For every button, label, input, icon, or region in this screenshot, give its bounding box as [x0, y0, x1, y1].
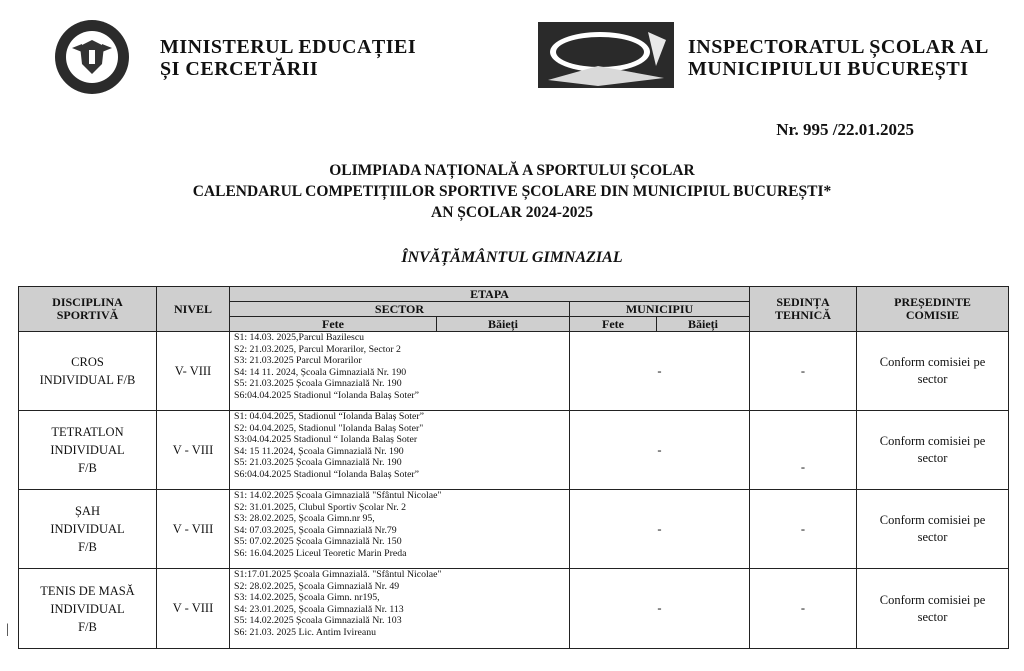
letterhead — [0, 0, 1024, 110]
inspectorate-name: INSPECTORATUL ȘCOLAR AL MUNICIPIULUI BUCUREȘTI — [688, 36, 989, 80]
commission-cell: Conform comisiei pe sector — [857, 332, 1009, 411]
level-cell: V - VIII — [157, 411, 230, 490]
header-sector: SECTOR — [230, 302, 570, 317]
document-number: Nr. 995 /22.01.2025 — [776, 120, 914, 139]
table-row — [19, 332, 1009, 411]
sector-schedule-cell: S1:17.01.2025 Școala Gimnazială. "Sfântul Nicolae" S2: 28.02.2025, Școala Gimnazială Nr. 49 S3: 14.02.2025, Școala Gimn. nr195, S4: 23.01.2025, Școala Gimnazială Nr. 113 S5: 14.02.2025 Școala Gimnazială Nr. 103 S6: 21.03. 2025 Lic. Antim Ivireanu — [230, 569, 570, 649]
header-nivel: NIVEL — [157, 287, 230, 332]
header-sector-fete: Fete — [230, 317, 437, 332]
header-municipiu-baieti: Băieți — [657, 317, 750, 332]
discipline-cell: CROS INDIVIDUAL F/B — [19, 332, 157, 411]
document-titles — [0, 160, 1024, 223]
municipal-cell: - — [570, 569, 750, 649]
level-cell: V- VIII — [157, 332, 230, 411]
commission-cell: Conform comisiei pe sector — [857, 490, 1009, 569]
level-cell: V - VIII — [157, 490, 230, 569]
table-row — [19, 490, 1009, 569]
ismb-logo — [538, 22, 674, 88]
discipline-cell: TENIS DE MASĂ INDIVIDUAL F/B — [19, 569, 157, 649]
municipal-cell: - — [570, 332, 750, 411]
header-disciplina: DISCIPLINA SPORTIVĂ — [19, 287, 157, 332]
sector-schedule-cell: S1: 04.04.2025, Stadionul “Iolanda Balaș Soter” S2: 04.04.2025, Stadionul "Iolanda Balaș Soter" S3:04.04.2025 Stadionul “ Iolanda Balaș Soter S4: 15 11.2024, Școala Gimnazială Nr. 190 S5: 21.03.2025 Școala Gimnazială Nr. 190 S6:04.04.2025 Stadionul “Iolanda Balaș Soter” — [230, 411, 570, 490]
competition-calendar-table — [18, 286, 1009, 649]
header-sedinta-tehnica: SEDINȚA TEHNICĂ — [750, 287, 857, 332]
municipal-cell: - — [570, 490, 750, 569]
municipal-cell: - — [570, 411, 750, 490]
title-line: CALENDARUL COMPETIȚIILOR SPORTIVE ȘCOLARE DIN MUNICIPIUL BUCUREȘTI* — [192, 183, 832, 200]
technical-meeting-cell: - — [750, 490, 857, 569]
title-line: AN ȘCOLAR 2024-2025 — [431, 204, 593, 221]
romanian-government-seal — [32, 18, 152, 96]
margin-mark: | — [6, 622, 9, 637]
sector-schedule-cell: S1: 14.02.2025 Școala Gimnazială "Sfântul Nicolae" S2: 31.01.2025, Clubul Sportiv Școlar Nr. 2 S3: 28.02.2025, Școala Gimn.nr 95, S4: 07.03.2025, Școala Gimnazială Nr.79 S5: 07.02.2025 Școala Gimnazială Nr. 150 S6: 16.04.2025 Liceul Teoretic Marin Preda — [230, 490, 570, 569]
header-sector-baieti: Băieți — [437, 317, 570, 332]
table-row — [19, 411, 1009, 490]
technical-meeting-cell: - — [750, 332, 857, 411]
discipline-cell: ȘAH INDIVIDUAL F/B — [19, 490, 157, 569]
header-municipiu: MUNICIPIU — [570, 302, 750, 317]
level-cell: V - VIII — [157, 569, 230, 649]
technical-meeting-cell: - — [750, 411, 857, 490]
table-row — [19, 569, 1009, 649]
title-line: OLIMPIADA NAȚIONALĂ A SPORTULUI ȘCOLAR — [329, 162, 695, 179]
header-municipiu-fete: Fete — [570, 317, 657, 332]
discipline-cell: TETRATLON INDIVIDUAL F/B — [19, 411, 157, 490]
commission-cell: Conform comisiei pe sector — [857, 411, 1009, 490]
header-etapa: ETAPA — [230, 287, 750, 302]
ministry-name: MINISTERUL EDUCAȚIEI ȘI CERCETĂRII — [160, 36, 417, 80]
sector-schedule-cell: S1: 14.03. 2025,Parcul Bazilescu S2: 21.03.2025, Parcul Morarilor, Sector 2 S3: 21.03.2025 Parcul Morarilor S4: 14 11. 2024, Școala Gimnazială Nr. 190 S5: 21.03.2025 Școala Gimnazială Nr. 190 S6:04.04.2025 Stadionul “Iolanda Balaș Soter” — [230, 332, 570, 411]
header-presedinte-comisie: PREȘEDINTE COMISIE — [857, 287, 1009, 332]
commission-cell: Conform comisiei pe sector — [857, 569, 1009, 649]
technical-meeting-cell: - — [750, 569, 857, 649]
section-subtitle: ÎNVĂȚĂMÂNTUL GIMNAZIAL — [401, 249, 623, 266]
